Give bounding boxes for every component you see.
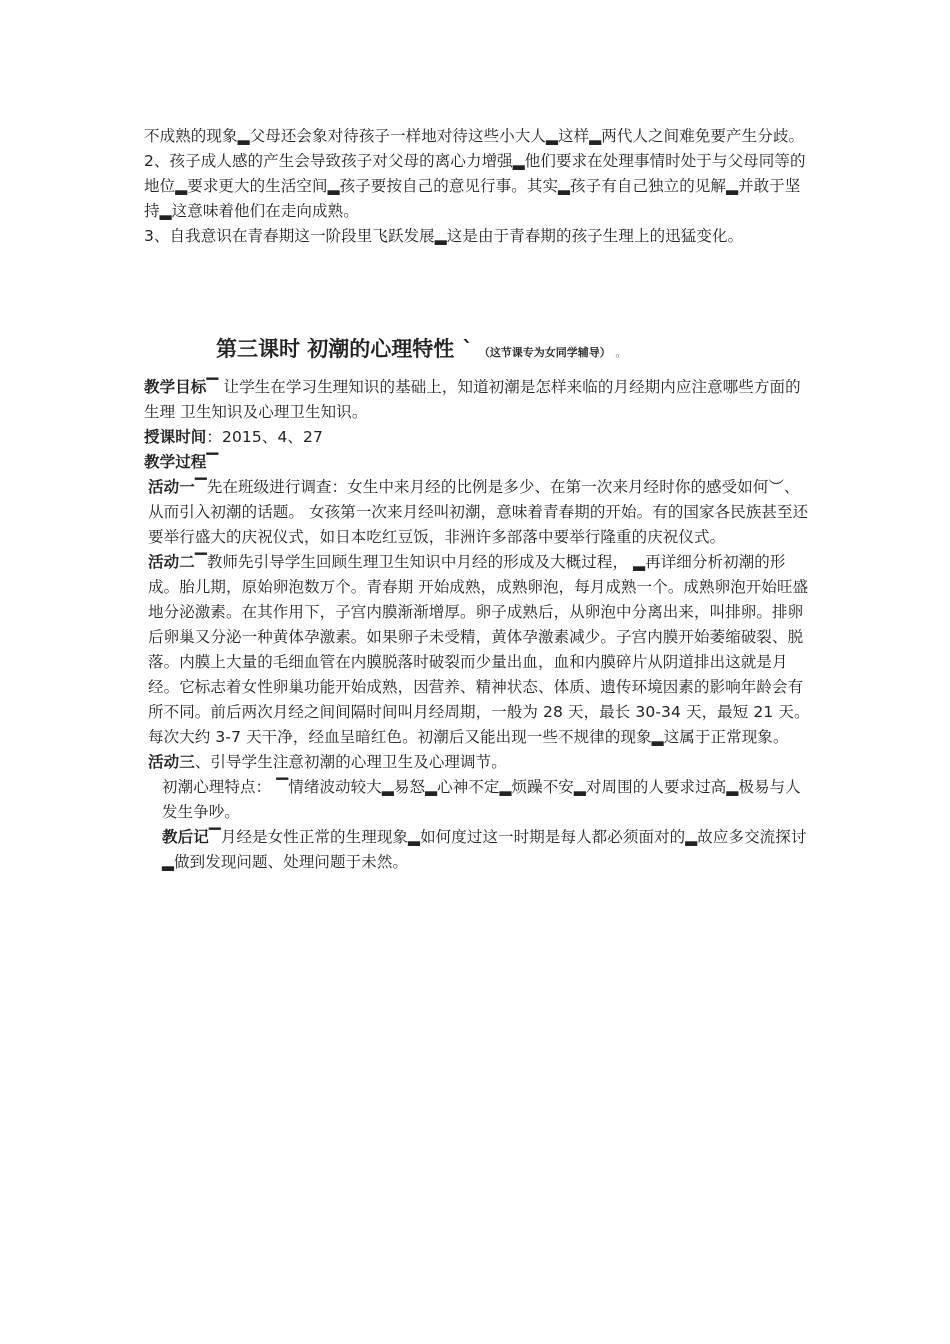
intro-paragraph-2: 2、孩子成人感的产生会导致孩子对父母的离心力增强▂他们要求在处理事情时处于与父母同等的地位▂要求更大的生活空间▂孩子要按自己的意见行事。其实▂孩子有自己独立的见解▂并敢于坚持▂这意味着他们在走向成熟。 (144, 152, 806, 220)
activity-1 (144, 475, 812, 550)
lesson-title: 第三课时 初潮的心理特性 (216, 337, 455, 361)
activity1-text: 先在班级进行调查：女生中来月经的比例是多少、在第一次来月经时你的感受如何︶、从而引入初潮的话题。 女孩第一次来月经叫初潮，意味着青春期的开始。有的国家各民族甚至还要举行盛大的庆祝仪式，如日本吃红豆饭，非洲许多部落中要举行隆重的庆祝仪式。 (148, 478, 809, 546)
postscript-text: 月经是女性正常的生理现象▂如何度过这一时期是每人都必须面对的▂故应多交流探讨▂做到发现问题、处理问题于未然。 (162, 828, 807, 871)
activity-3 (144, 750, 812, 775)
intro-paragraph-1: 不成熟的现象▂父母还会象对待孩子一样地对待这些小大人▂这样▂两代人之间难免要产生分歧。 (144, 127, 805, 145)
time-text: ：2015、4、27 (206, 428, 323, 446)
activity1-label: 活动一 (148, 478, 195, 496)
lesson-heading (144, 329, 812, 369)
intro-paragraph-3: 3、自我意识在青春期这一阶段里飞跃发展▂这是由于青春期的孩子生理上的迅猛变化。 (144, 227, 744, 245)
activity2-mark: ▔ (194, 553, 207, 571)
activity2-label: 活动二 (148, 553, 195, 571)
section-spacer (144, 249, 812, 329)
activity-2 (144, 550, 812, 750)
teaching-goal (144, 375, 812, 425)
postscript-mark: ▔ (208, 828, 221, 846)
time-label: 授课时间 (144, 428, 207, 446)
lesson-title-note: （这节课专为女同学辅导） (478, 346, 606, 359)
title-dot: 。 (615, 346, 627, 359)
activity3-label: 活动三 (148, 753, 195, 771)
activity3-text: 、引导学生注意初潮的心理卫生及心理调节。 (194, 753, 507, 771)
teaching-process-heading (144, 450, 812, 475)
lesson-time (144, 425, 812, 450)
goal-label: 教学目标 (144, 378, 207, 396)
psychological-features: 初潮心理特点： ▔情绪波动较大▂易怒▂心神不定▂烦躁不安▂对周围的人要求过高▂极易与人发生争吵。 (162, 778, 801, 821)
document-page (144, 124, 812, 875)
goal-mark: ▔ (206, 378, 219, 396)
process-label: 教学过程 (144, 453, 207, 471)
process-mark: ▔ (206, 453, 219, 471)
postscript (144, 825, 812, 875)
postscript-label: 教后记 (162, 828, 209, 846)
activity1-mark: ▔ (194, 478, 207, 496)
title-mark: ` (462, 337, 473, 361)
goal-text: 让学生在学习生理知识的基础上，知道初潮是怎样来临的月经期内应注意哪些方面的生理 卫生知识及心理卫生知识。 (144, 378, 801, 421)
activity2-text: 教师先引导学生回顾生理卫生知识中月经的形成及大概过程， ▂再详细分析初潮的形成。胎儿期，原始卵泡数万个。青春期 开始成熟，成熟卵泡，每月成熟一个。成熟卵泡开始旺盛地分泌激素。在其作用下，子宫内膜渐渐增厚。卵子成熟后，从卵泡中分离出来，叫排卵。排卵后卵巢又分泌一种黄体孕激素。如果卵子未受精，黄体孕激素减少。子宫内膜开始萎缩破裂、脱落。内膜上大量的毛细血管在内膜脱落时破裂而少量出血，血和内膜碎片从阴道排出这就是月经。它标志着女性卵巢功能开始成熟，因营养、精神状态、体质、遗传环境因素的影响年龄会有所不同。前后两次月经之间间隔时间叫月经周期，一般为 28 天，最长 30-34 天，最短 21 天。每次大约 3-7 天干净，经血呈暗红色。初潮后又能出现一些不规律的现象▂这属于正常现象。 (148, 553, 810, 746)
